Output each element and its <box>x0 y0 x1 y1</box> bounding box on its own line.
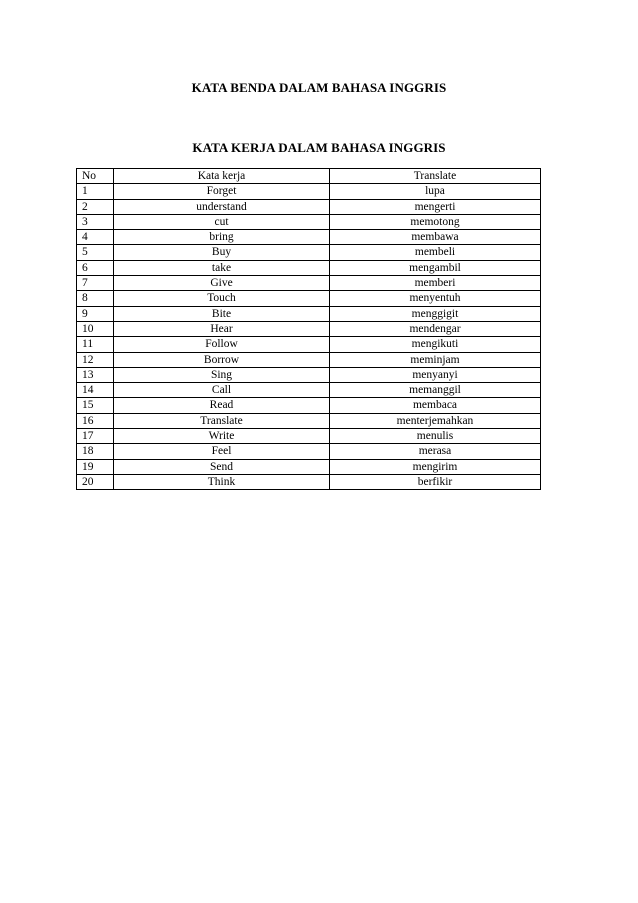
cell-translate: mendengar <box>330 321 541 336</box>
cell-no: 4 <box>77 230 114 245</box>
cell-translate: memberi <box>330 276 541 291</box>
table-row <box>77 245 541 260</box>
table-row <box>77 459 541 474</box>
table-row <box>77 474 541 489</box>
cell-no: 16 <box>77 413 114 428</box>
title-kata-benda: KATA BENDA DALAM BAHASA INGGRIS <box>191 80 447 95</box>
cell-kata-kerja: Forget <box>114 184 330 199</box>
cell-translate: lupa <box>330 184 541 199</box>
cell-translate: meminjam <box>330 352 541 367</box>
table-row <box>77 306 541 321</box>
cell-no: 2 <box>77 199 114 214</box>
cell-no: 15 <box>77 398 114 413</box>
cell-translate: memotong <box>330 214 541 229</box>
table-row <box>77 367 541 382</box>
table-row <box>77 352 541 367</box>
table-row <box>77 260 541 275</box>
cell-no: 11 <box>77 337 114 352</box>
cell-translate: mengambil <box>330 260 541 275</box>
verb-table <box>76 168 541 490</box>
header-kata-kerja: Kata kerja <box>114 169 330 184</box>
cell-no: 10 <box>77 321 114 336</box>
cell-translate: mengirim <box>330 459 541 474</box>
cell-kata-kerja: Translate <box>114 413 330 428</box>
cell-kata-kerja: take <box>114 260 330 275</box>
cell-kata-kerja: Touch <box>114 291 330 306</box>
table-row <box>77 230 541 245</box>
table-row <box>77 337 541 352</box>
cell-kata-kerja: Send <box>114 459 330 474</box>
cell-kata-kerja: Read <box>114 398 330 413</box>
table-row <box>77 429 541 444</box>
table-row <box>77 444 541 459</box>
cell-translate: mengikuti <box>330 337 541 352</box>
cell-no: 13 <box>77 367 114 382</box>
cell-translate: membawa <box>330 230 541 245</box>
cell-kata-kerja: Call <box>114 383 330 398</box>
table-row <box>77 383 541 398</box>
table-row <box>77 276 541 291</box>
cell-translate: menterjemahkan <box>330 413 541 428</box>
cell-no: 12 <box>77 352 114 367</box>
cell-kata-kerja: understand <box>114 199 330 214</box>
header-translate: Translate <box>330 169 541 184</box>
table-row <box>77 321 541 336</box>
cell-no: 14 <box>77 383 114 398</box>
cell-kata-kerja: bring <box>114 230 330 245</box>
table-row <box>77 199 541 214</box>
cell-kata-kerja: Write <box>114 429 330 444</box>
cell-translate: membeli <box>330 245 541 260</box>
cell-translate: mengerti <box>330 199 541 214</box>
cell-translate: merasa <box>330 444 541 459</box>
cell-kata-kerja: cut <box>114 214 330 229</box>
cell-no: 20 <box>77 474 114 489</box>
cell-kata-kerja: Give <box>114 276 330 291</box>
cell-no: 7 <box>77 276 114 291</box>
cell-kata-kerja: Follow <box>114 337 330 352</box>
cell-kata-kerja: Buy <box>114 245 330 260</box>
cell-no: 19 <box>77 459 114 474</box>
cell-translate: memanggil <box>330 383 541 398</box>
title-kata-kerja: KATA KERJA DALAM BAHASA INGGRIS <box>192 140 446 155</box>
table-row <box>77 413 541 428</box>
cell-no: 6 <box>77 260 114 275</box>
cell-no: 8 <box>77 291 114 306</box>
cell-kata-kerja: Borrow <box>114 352 330 367</box>
table-row <box>77 398 541 413</box>
cell-translate: menulis <box>330 429 541 444</box>
header-no: No <box>77 169 114 184</box>
cell-kata-kerja: Hear <box>114 321 330 336</box>
cell-no: 17 <box>77 429 114 444</box>
cell-kata-kerja: Sing <box>114 367 330 382</box>
cell-no: 5 <box>77 245 114 260</box>
table-row <box>77 291 541 306</box>
cell-no: 9 <box>77 306 114 321</box>
cell-kata-kerja: Feel <box>114 444 330 459</box>
cell-translate: menyentuh <box>330 291 541 306</box>
cell-kata-kerja: Bite <box>114 306 330 321</box>
cell-translate: membaca <box>330 398 541 413</box>
cell-translate: menyanyi <box>330 367 541 382</box>
cell-no: 18 <box>77 444 114 459</box>
cell-kata-kerja: Think <box>114 474 330 489</box>
table-row <box>77 184 541 199</box>
cell-translate: berfikir <box>330 474 541 489</box>
cell-translate: menggigit <box>330 306 541 321</box>
table-row <box>77 214 541 229</box>
cell-no: 3 <box>77 214 114 229</box>
table-header-row <box>77 169 541 184</box>
cell-no: 1 <box>77 184 114 199</box>
